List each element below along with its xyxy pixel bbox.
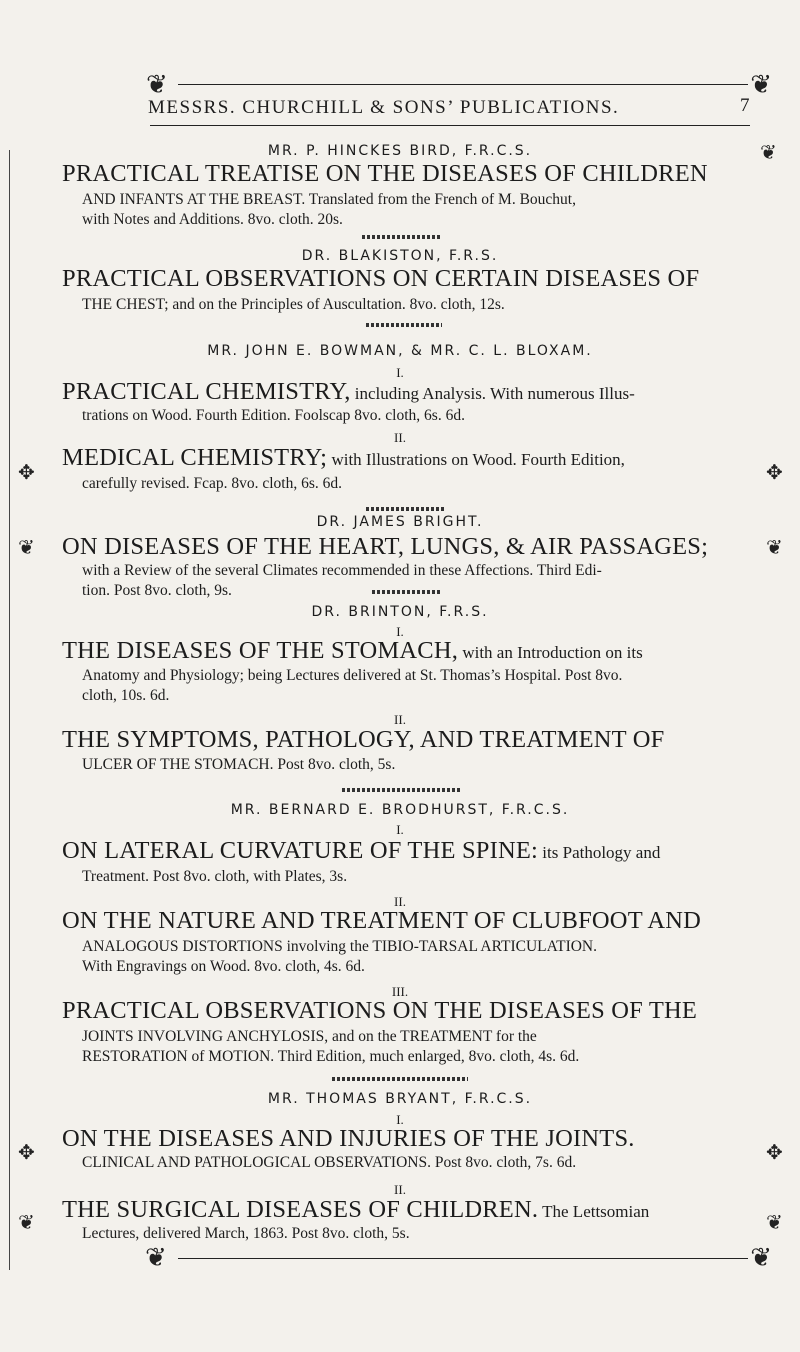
volume-numeral: II.	[394, 430, 406, 445]
author-heading: MR. P. HINCKES BIRD, F.R.C.S.	[267, 143, 533, 159]
book-description: cloth, 10s. 6d.	[82, 687, 170, 704]
side-ornament-icon: ✥	[766, 1140, 783, 1164]
book-title	[62, 1196, 742, 1224]
volume-numeral: I.	[396, 822, 404, 837]
book-title-main: THE SURGICAL DISEASES OF CHILDREN.	[62, 1196, 539, 1223]
side-ornament-icon: ❦	[766, 1210, 783, 1234]
volume-numeral: II.	[394, 1182, 406, 1197]
book-description: CLINICAL AND PATHOLOGICAL OBSERVATIONS. Post 8vo. cloth, 7s. 6d.	[82, 1154, 577, 1171]
side-ornament-icon: ✥	[18, 460, 35, 484]
fleuron-ornament-icon: ❦	[146, 70, 168, 100]
book-title	[62, 837, 742, 865]
page-number: 7	[740, 95, 750, 116]
side-ornament-icon: ❦	[760, 140, 777, 164]
bottom-border-rule	[178, 1258, 748, 1259]
book-description: JOINTS INVOLVING ANCHYLOSIS, and on the TREATMENT for the	[82, 1028, 537, 1045]
book-title-main: THE DISEASES OF THE STOMACH,	[62, 637, 459, 664]
book-description: with Notes and Additions. 8vo. cloth. 20s.	[82, 211, 343, 228]
author-heading: DR. BLAKISTON, F.R.S.	[301, 248, 499, 264]
book-title	[62, 444, 742, 472]
wavy-divider	[366, 323, 442, 327]
book-description: THE CHEST; and on the Principles of Auscultation. 8vo. cloth, 12s.	[82, 296, 505, 313]
wavy-divider	[366, 507, 446, 511]
book-title: PRACTICAL OBSERVATIONS ON THE DISEASES OF THE	[62, 997, 698, 1024]
book-description: AND INFANTS AT THE BREAST. Translated from the French of M. Bouchut,	[82, 191, 576, 208]
book-title-main: MEDICAL CHEMISTRY;	[62, 444, 328, 471]
book-description: with a Review of the several Climates recommended in these Affections. Third Edi-	[82, 562, 602, 579]
book-description: trations on Wood. Fourth Edition. Foolscap 8vo. cloth, 6s. 6d.	[82, 407, 465, 424]
book-title-continuation: its Pathology and	[538, 843, 661, 862]
book-description: Lectures, delivered March, 1863. Post 8vo. cloth, 5s.	[82, 1225, 410, 1242]
running-title: MESSRS. CHURCHILL & SONS’ PUBLICATIONS.	[148, 97, 620, 118]
author-heading: DR. BRINTON, F.R.S.	[311, 604, 489, 620]
volume-numeral: III.	[391, 984, 409, 999]
book-description: ANALOGOUS DISTORTIONS involving the TIBIO-TARSAL ARTICULATION.	[82, 938, 597, 955]
book-title: ON THE DISEASES AND INJURIES OF THE JOINTS.	[62, 1125, 635, 1152]
side-ornament-icon: ❦	[18, 1210, 35, 1234]
book-description: With Engravings on Wood. 8vo. cloth, 4s. 6d.	[82, 958, 365, 975]
book-title-main: PRACTICAL CHEMISTRY,	[62, 378, 351, 405]
book-description: Anatomy and Physiology; being Lectures delivered at St. Thomas’s Hospital. Post 8vo.	[82, 667, 623, 684]
book-description: Treatment. Post 8vo. cloth, with Plates, 3s.	[82, 868, 348, 885]
book-title-continuation: with an Introduction on its	[458, 643, 643, 662]
wavy-divider	[332, 1077, 468, 1081]
fleuron-ornament-icon: ❦	[750, 70, 772, 100]
book-title-continuation: with Illustrations on Wood. Fourth Edition,	[327, 450, 625, 469]
book-description: tion. Post 8vo. cloth, 9s.	[82, 582, 232, 599]
wavy-divider	[342, 788, 460, 792]
book-title: PRACTICAL TREATISE ON THE DISEASES OF CHILDREN	[62, 160, 708, 187]
book-title: ON THE NATURE AND TREATMENT OF CLUBFOOT AND	[62, 907, 702, 934]
book-title-continuation: The Lettsomian	[538, 1202, 650, 1221]
book-title: ON DISEASES OF THE HEART, LUNGS, & AIR PASSAGES;	[62, 533, 709, 560]
book-title-continuation: including Analysis. With numerous Illus-	[350, 384, 635, 403]
volume-numeral: II.	[394, 894, 406, 909]
book-description: carefully revised. Fcap. 8vo. cloth, 6s. 6d.	[82, 475, 342, 492]
volume-numeral: I.	[396, 365, 404, 380]
volume-numeral: I.	[396, 624, 404, 639]
side-ornament-icon: ✥	[766, 460, 783, 484]
wavy-divider	[372, 590, 442, 594]
book-title	[62, 637, 742, 665]
header-underline-rule	[150, 125, 750, 126]
book-description: RESTORATION of MOTION. Third Edition, much enlarged, 8vo. cloth, 4s. 6d.	[82, 1048, 580, 1065]
book-title-main: ON LATERAL CURVATURE OF THE SPINE:	[62, 837, 539, 864]
volume-numeral: II.	[394, 712, 406, 727]
volume-numeral: I.	[396, 1112, 404, 1127]
side-ornament-icon: ❦	[766, 535, 783, 559]
author-heading: MR. THOMAS BRYANT, F.R.C.S.	[267, 1091, 533, 1107]
book-title: THE SYMPTOMS, PATHOLOGY, AND TREATMENT OF	[62, 726, 665, 753]
fleuron-ornament-icon: ❦	[750, 1243, 772, 1273]
side-ornament-icon: ❦	[18, 535, 35, 559]
author-heading: MR. BERNARD E. BRODHURST, F.R.C.S.	[230, 802, 570, 818]
wavy-divider	[362, 235, 442, 239]
book-description: ULCER OF THE STOMACH. Post 8vo. cloth, 5s.	[82, 756, 396, 773]
author-heading: DR. JAMES BRIGHT.	[316, 514, 484, 530]
fleuron-ornament-icon: ❦	[145, 1243, 167, 1273]
author-heading: MR. JOHN E. BOWMAN, & MR. C. L. BLOXAM.	[207, 343, 593, 359]
book-title: PRACTICAL OBSERVATIONS ON CERTAIN DISEASES OF	[62, 265, 700, 292]
book-title	[62, 378, 742, 406]
side-ornament-icon: ✥	[18, 1140, 35, 1164]
top-border-rule	[178, 84, 748, 85]
